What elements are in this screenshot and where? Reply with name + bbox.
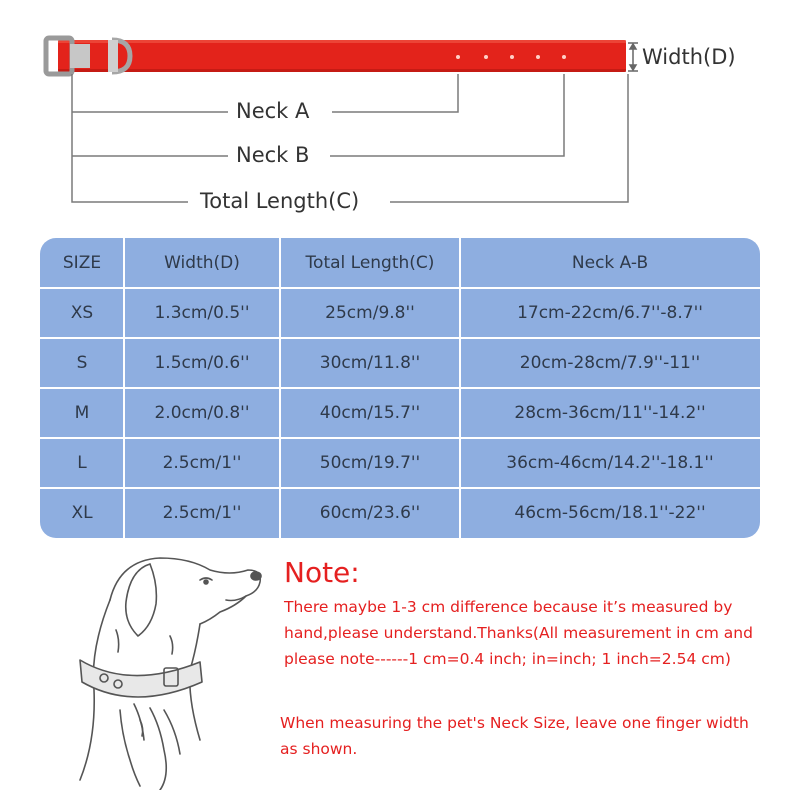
table-row (40, 338, 760, 388)
note-body: There maybe 1-3 cm difference because it’s measured by hand,please understand.Thanks(All measurement in cm and please note------1 cm=0.4 inch; in=inch; 1 inch=2.54 cm) (284, 598, 753, 668)
table-header-row (40, 238, 760, 288)
header-total-length: Total Length(C) (305, 253, 435, 273)
cell-size: XL (71, 503, 93, 523)
cell-neck: 20cm-28cm/7.9''-11'' (519, 353, 701, 373)
cell-total-length: 30cm/11.8'' (319, 353, 421, 373)
cell-neck: 46cm-56cm/18.1''-22'' (514, 503, 706, 523)
cell-total-length: 50cm/19.7'' (319, 453, 421, 473)
cell-size: M (74, 403, 90, 423)
table-divider (40, 487, 760, 489)
table-divider (40, 337, 760, 339)
total-length-label: Total Length(C) (196, 189, 363, 213)
measure-tip: When measuring the pet's Neck Size, leave one finger width as shown. (280, 714, 749, 758)
note-title: Note: (284, 556, 360, 589)
size-table (40, 238, 760, 538)
cell-total-length: 40cm/15.7'' (319, 403, 421, 423)
collar-diagram (0, 0, 800, 230)
collar-hole (536, 55, 540, 59)
cell-width: 1.3cm/0.5'' (154, 303, 250, 323)
cell-size: XS (70, 303, 94, 323)
dog-collar (80, 660, 202, 697)
collar-tip (600, 40, 625, 72)
cell-total-length: 60cm/23.6'' (319, 503, 421, 523)
cell-neck: 36cm-46cm/14.2''-18.1'' (506, 453, 714, 473)
header-size: SIZE (62, 253, 102, 273)
collar-hole (510, 55, 514, 59)
cell-width: 2.5cm/1'' (162, 453, 242, 473)
width-label: Width(D) (638, 45, 740, 69)
collar-hole (456, 55, 460, 59)
cell-neck: 28cm-36cm/11''-14.2'' (514, 403, 706, 423)
table-divider (40, 287, 760, 289)
dog-wearing-collar-icon (60, 540, 270, 790)
table-divider (40, 437, 760, 439)
collar-hole (484, 55, 488, 59)
cell-width: 1.5cm/0.6'' (154, 353, 250, 373)
collar-strap (58, 40, 626, 72)
collar-hole (562, 55, 566, 59)
cell-width: 2.0cm/0.8'' (154, 403, 250, 423)
header-neck: Neck A-B (571, 253, 649, 273)
cell-neck: 17cm-22cm/6.7''-8.7'' (517, 303, 703, 323)
neck-b-label: Neck B (232, 143, 313, 167)
neck-a-label: Neck A (232, 99, 313, 123)
width-marker (628, 43, 638, 71)
cell-size: L (77, 453, 87, 473)
table-divider (40, 387, 760, 389)
cell-width: 2.5cm/1'' (162, 503, 242, 523)
table-row (40, 438, 760, 488)
table-row (40, 388, 760, 438)
cell-size: S (76, 353, 88, 373)
table-row (40, 488, 760, 538)
header-width: Width(D) (164, 253, 240, 273)
table-row (40, 288, 760, 338)
cell-total-length: 25cm/9.8'' (325, 303, 415, 323)
